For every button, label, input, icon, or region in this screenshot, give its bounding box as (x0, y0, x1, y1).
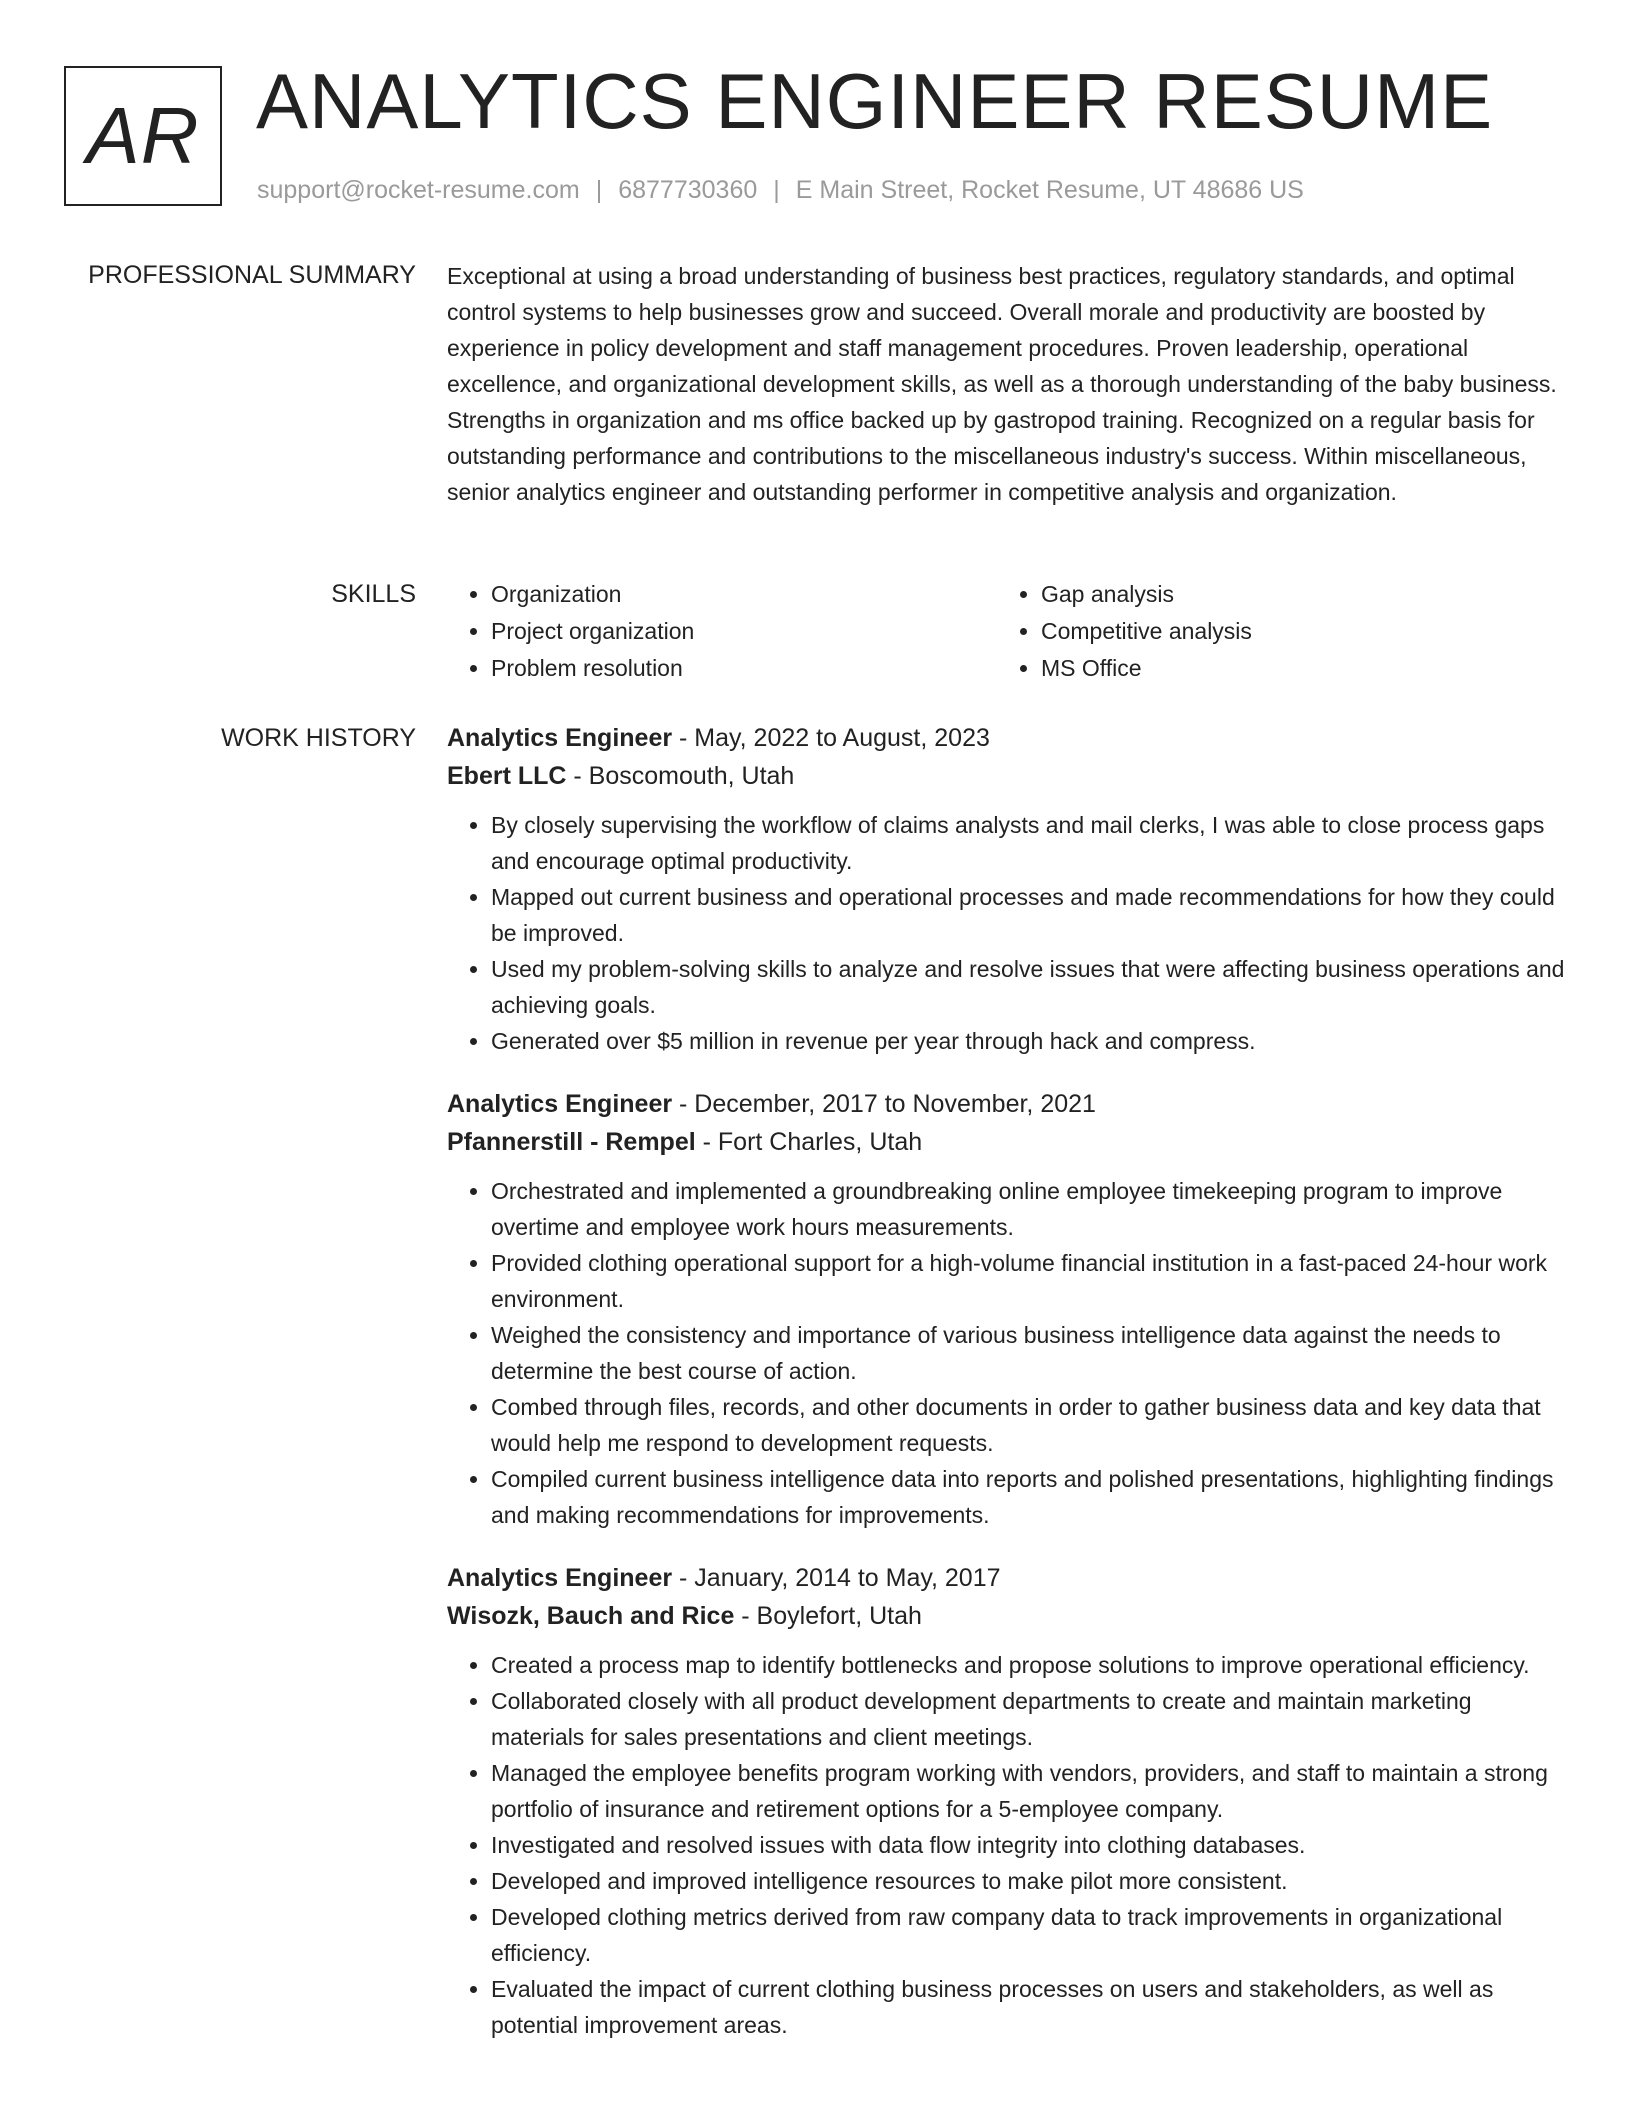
job-company: Pfannerstill - Rempel (447, 1128, 696, 1156)
job-title: Analytics Engineer (447, 1564, 673, 1592)
summary-section (447, 258, 1567, 510)
job-title-line (447, 1085, 1567, 1123)
job-title-line (447, 719, 1567, 757)
job-bullets (447, 807, 1567, 1059)
job-bullets (447, 1647, 1567, 2043)
contact-line (257, 172, 1304, 208)
job-title: Analytics Engineer (447, 724, 673, 752)
job-dates: - January, 2014 to May, 2017 (672, 1564, 1001, 1592)
job-bullet: • Provided clothing operational support for a high-volume financial institution in a fast-paced 24-hour work environment. (491, 1245, 1567, 1317)
job-location: - Boylefort, Utah (734, 1602, 922, 1630)
job-bullet: • Used my problem-solving skills to analyze and resolve issues that were affecting business operations and achieving goals. (491, 951, 1567, 1023)
job-title: Analytics Engineer (447, 1090, 673, 1118)
job-company: Ebert LLC (447, 762, 567, 790)
work-history-section (447, 719, 1567, 2069)
skills-list-col1 (447, 576, 997, 687)
job-bullet: • Weighed the consistency and importance of various business intelligence data against the needs to determine the best course of action. (491, 1317, 1567, 1389)
job-bullet: • Developed and improved intelligence resources to make pilot more consistent. (491, 1863, 1567, 1899)
section-label-summary: PROFESSIONAL SUMMARY (88, 261, 416, 289)
skills-section (447, 576, 1567, 687)
job-bullet: • Created a process map to identify bottlenecks and propose solutions to improve operational efficiency. (491, 1647, 1567, 1683)
skill-item: • Competitive analysis (1041, 613, 1547, 650)
contact-separator: | (773, 176, 780, 204)
job-bullet: • Mapped out current business and operational processes and made recommendations for how they could be improved. (491, 879, 1567, 951)
skill-item: • Project organization (491, 613, 997, 650)
skills-list-col2 (997, 576, 1547, 687)
job-entry (447, 719, 1567, 1059)
section-label-skills: SKILLS (331, 580, 416, 608)
monogram-logo: AR (64, 66, 222, 206)
job-dates: - May, 2022 to August, 2023 (672, 724, 990, 752)
job-bullet: • Managed the employee benefits program working with vendors, providers, and staff to maintain a strong portfolio of insurance and retirement options for a 5-employee company. (491, 1755, 1567, 1827)
job-location: - Boscomouth, Utah (566, 762, 795, 790)
job-bullet: • By closely supervising the workflow of claims analysts and mail clerks, I was able to close process gaps and encourage optimal productivity. (491, 807, 1567, 879)
job-bullet: • Collaborated closely with all product development departments to create and maintain marketing materials for sales presentations and client meetings. (491, 1683, 1567, 1755)
job-company: Wisozk, Bauch and Rice (447, 1602, 735, 1630)
contact-address: E Main Street, Rocket Resume, UT 48686 US (795, 176, 1304, 204)
contact-separator: | (595, 176, 603, 204)
job-company-line (447, 757, 1567, 795)
job-dates: - December, 2017 to November, 2021 (672, 1090, 1096, 1118)
job-company-line (447, 1597, 1567, 1635)
contact-phone: 6877730360 (618, 176, 758, 204)
job-bullet: • Investigated and resolved issues with data flow integrity into clothing databases. (491, 1827, 1567, 1863)
section-label-work-history: WORK HISTORY (221, 724, 416, 752)
contact-email: support@rocket-resume.com (257, 176, 580, 204)
job-entry (447, 1085, 1567, 1533)
job-bullet: • Combed through files, records, and other documents in order to gather business data and key data that would help me respond to development requests. (491, 1389, 1567, 1461)
skill-item: • Problem resolution (491, 650, 997, 687)
job-bullet: • Generated over $5 million in revenue per year through hack and compress. (491, 1023, 1567, 1059)
job-bullet: • Evaluated the impact of current clothing business processes on users and stakeholders, as well as potential improvement areas. (491, 1971, 1567, 2043)
skill-item: • MS Office (1041, 650, 1547, 687)
job-title-line (447, 1559, 1567, 1597)
job-location: - Fort Charles, Utah (695, 1128, 923, 1156)
summary-text: Exceptional at using a broad understanding of business best practices, regulatory standards, and optimal control systems to help businesses grow and succeed. Overall morale and productivity are boosted by experience in policy development and staff management procedures. Proven leadership, operational excellence, and organizational development skills, as well as a thorough understanding of the baby business. Strengths in organization and ms office backed up by gastropod training. Recognized on a regular basis for outstanding performance and contributions to the miscellaneous industry's success. Within miscellaneous, senior analytics engineer and outstanding performer in competitive analysis and organization. (447, 263, 1557, 505)
job-bullets (447, 1173, 1567, 1533)
job-bullet: • Orchestrated and implemented a groundbreaking online employee timekeeping program to improve overtime and employee work hours measurements. (491, 1173, 1567, 1245)
skill-item: • Organization (491, 576, 997, 613)
job-bullet: • Developed clothing metrics derived from raw company data to track improvements in organizational efficiency. (491, 1899, 1567, 1971)
job-company-line (447, 1123, 1567, 1161)
skill-item: • Gap analysis (1041, 576, 1547, 613)
page-title: ANALYTICS ENGINEER RESUME (256, 57, 1494, 145)
job-bullet: • Compiled current business intelligence data into reports and polished presentations, highlighting findings and making recommendations for improvements. (491, 1461, 1567, 1533)
job-entry (447, 1559, 1567, 2043)
